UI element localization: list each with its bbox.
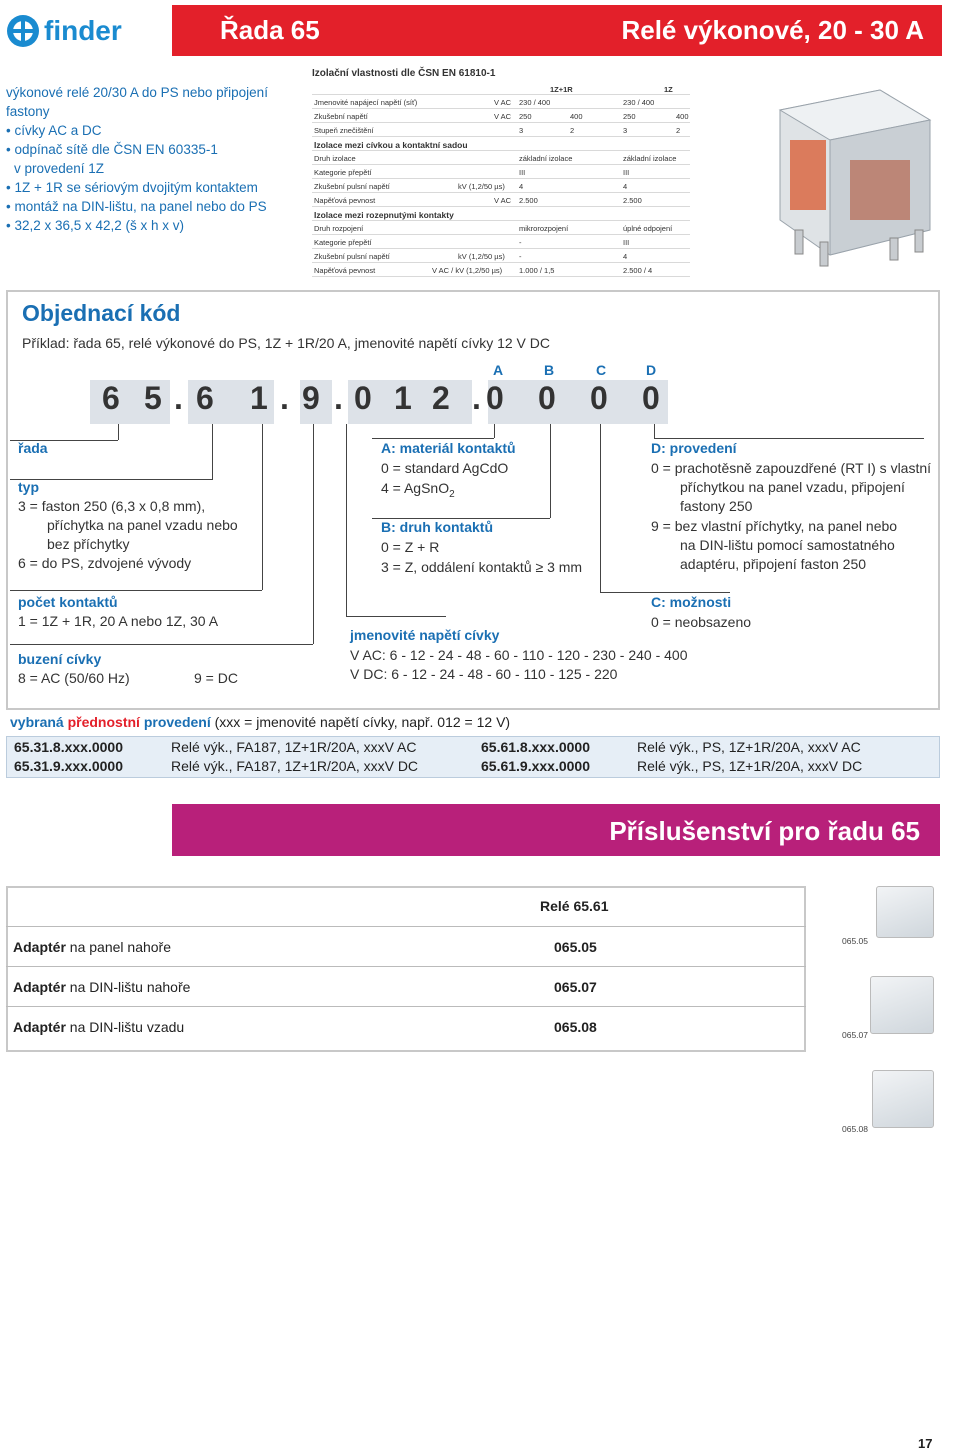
table-section: Izolace mezi cívkou a kontaktní sadou <box>312 137 690 151</box>
b-line: 3 = Z, oddálení kontaktů ≥ 3 mm <box>381 559 583 575</box>
series-title: Řada 65 <box>220 15 320 45</box>
ordering-code <box>90 380 680 424</box>
preferred-desc: Relé výk., PS, 1Z+1R/20A, xxxV DC <box>637 758 863 774</box>
accessory-row: Adaptér na DIN-lištu vzadu 065.08 <box>6 1006 806 1046</box>
connector-line <box>494 424 495 438</box>
insulation-header-row: 1Z+1R 1Z <box>312 82 690 95</box>
accessory-row: Adaptér na panel nahoře 065.05 <box>6 926 806 966</box>
typ-line: 6 = do PS, zdvojené vývody <box>18 555 192 571</box>
feature-item: • cívky AC a DC <box>6 123 102 138</box>
feature-item: • 1Z + 1R se sériovým dvojitým kontaktem <box>6 180 258 195</box>
label-typ: typ <box>18 479 39 495</box>
d-line: adaptéru, připojení faston 250 <box>680 556 867 572</box>
feature-item: • montáž na DIN-lištu, na panel nebo do PS <box>6 199 267 214</box>
image-label: 065.05 <box>842 936 868 946</box>
d-line: 0 = prachotěsně zapouzdřené (RT I) s vlastní <box>651 460 932 476</box>
label-a: A: materiál kontaktů <box>381 440 516 456</box>
code-digit: 1 <box>394 380 412 416</box>
typ-line: příchytka na panel vzadu nebo <box>47 517 238 533</box>
code-digit: 0 <box>538 380 556 416</box>
table-row: Napěťová pevnost V AC / kV (1,2/50 µs) 1.000 / 1,5 2.500 / 4 <box>312 263 690 277</box>
pocet-line: 1 = 1Z + 1R, 20 A nebo 1Z, 30 A <box>18 613 219 629</box>
code-digit: 1 <box>250 380 268 416</box>
preferred-desc: Relé výk., PS, 1Z+1R/20A, xxxV AC <box>637 739 861 755</box>
table-row: Napěťová pevnost V AC 2.500 2.500 <box>312 193 690 207</box>
label-b: B: druh kontaktů <box>381 519 494 535</box>
preferred-box <box>6 736 940 778</box>
label-jmenovite: jmenovité napětí cívky <box>350 627 500 643</box>
code-digit: 6 <box>196 380 214 416</box>
table-row: Stupeň znečištění 3 2 3 2 <box>312 123 690 137</box>
code-separator: . <box>280 380 289 416</box>
code-digit: 0 <box>486 380 504 416</box>
accessory-row: Adaptér na DIN-lištu nahoře 065.07 <box>6 966 806 1006</box>
ordering-code-title: Objednací kód <box>22 300 181 326</box>
header-bar <box>172 5 942 56</box>
preferred-code: 65.61.8.xxx.0000 <box>481 739 590 755</box>
ordering-example: Příklad: řada 65, relé výkonové do PS, 1Z + 1R/20 A, jmenovité napětí cívky 12 V DC <box>22 335 550 351</box>
b-line: 0 = Z + R <box>381 539 440 555</box>
logo-text: finder <box>44 15 122 46</box>
image-label: 065.07 <box>842 1030 868 1040</box>
table-row: Zkušební napětí V AC 250 400 250 400 <box>312 109 690 123</box>
connector-line <box>262 424 263 590</box>
buzeni-dc: 9 = DC <box>194 670 238 686</box>
code-digit: 9 <box>302 380 320 416</box>
connector-line <box>654 438 924 439</box>
connector-line <box>10 590 262 591</box>
feature-list <box>6 83 296 235</box>
connector-line <box>372 438 494 439</box>
typ-line: 3 = faston 250 (6,3 x 0,8 mm), <box>18 498 206 514</box>
table-row: Zkušební pulsní napětí kV (1,2/50 µs) 4 4 <box>312 179 690 193</box>
table-row: Druh rozpojení mikrorozpojení úplné odpojení <box>312 221 690 235</box>
preferred-desc: Relé výk., FA187, 1Z+1R/20A, xxxV AC <box>171 739 417 755</box>
typ-line: bez příchytky <box>47 536 130 552</box>
d-line: na DIN-lištu pomocí samostatného <box>680 537 895 553</box>
connector-line <box>313 424 314 644</box>
connector-line <box>346 424 347 616</box>
d-line: příchytkou na panel vzadu, připojení <box>680 479 905 495</box>
label-buzeni: buzení cívky <box>18 651 102 667</box>
table-row: Kategorie přepětí III III <box>312 165 690 179</box>
preferred-code: 65.61.9.xxx.0000 <box>481 758 590 774</box>
a-line: 0 = standard AgCdO <box>381 460 509 476</box>
table-row: Zkušební pulsní napětí kV (1,2/50 µs) - 4 <box>312 249 690 263</box>
label-c: C: možnosti <box>651 594 732 610</box>
label-d: D: provedení <box>651 440 737 456</box>
code-digit: 0 <box>642 380 660 416</box>
accessories-bar <box>172 804 940 856</box>
d-line: 9 = bez vlastní příchytky, na panel nebo <box>651 518 898 534</box>
preferred-code: 65.31.9.xxx.0000 <box>14 758 123 774</box>
feature-item: • odpínač sítě dle ČSN EN 60335-1 <box>6 142 218 157</box>
connector-line <box>346 616 446 617</box>
code-digit: 0 <box>354 380 372 416</box>
accessories-header: Relé 65.61 <box>540 898 609 914</box>
preferred-code: 65.31.8.xxx.0000 <box>14 739 123 755</box>
adapter-image-065-05 <box>876 886 934 938</box>
code-separator: . <box>174 380 183 416</box>
table-row: Druh izolace základní izolace základní izolace <box>312 151 690 165</box>
code-digit: 2 <box>432 380 450 416</box>
code-letter-c: C <box>596 362 607 378</box>
adapter-image-065-07 <box>870 976 934 1034</box>
insulation-table <box>312 66 690 277</box>
feature-item: • 32,2 x 36,5 x 42,2 (š x h x v) <box>6 218 185 233</box>
code-letter-d: D <box>646 362 657 378</box>
code-digit: 0 <box>590 380 608 416</box>
finder-logo <box>6 12 166 50</box>
accessories-title: Příslušenství pro řadu 65 <box>609 816 920 846</box>
code-separator: . <box>334 380 343 416</box>
connector-line <box>654 424 655 438</box>
adapter-image-065-08 <box>872 1070 934 1128</box>
code-letter-a: A <box>493 362 504 378</box>
connector-line <box>600 424 601 592</box>
code-digit: 5 <box>144 380 162 416</box>
c-line: 0 = neobsazeno <box>651 614 752 630</box>
connector-line <box>550 424 551 518</box>
product-title: Relé výkonové, 20 - 30 A <box>621 15 924 45</box>
finder-logo-icon <box>6 14 40 48</box>
feature-item: výkonové relé 20/30 A do PS nebo připojení <box>6 85 268 100</box>
d-line: fastony 250 <box>680 498 753 514</box>
connector-line <box>118 424 119 440</box>
relay-photo <box>760 70 940 270</box>
image-label: 065.08 <box>842 1124 868 1134</box>
connector-line <box>600 592 730 593</box>
connector-line <box>212 424 213 480</box>
jmen-dc: V DC: 6 - 12 - 24 - 48 - 60 - 110 - 125 - 220 <box>350 666 618 682</box>
feature-item: fastony <box>6 104 50 119</box>
connector-line <box>10 644 313 645</box>
insulation-title: Izolační vlastnosti dle ČSN EN 61810-1 <box>312 68 496 79</box>
connector-line <box>10 479 212 480</box>
table-row: Jmenovité napájecí napětí (síť) V AC 230 / 400 230 / 400 <box>312 95 690 109</box>
table-row: Kategorie přepětí - III <box>312 235 690 249</box>
feature-item: v provedení 1Z <box>14 161 105 176</box>
code-letter-b: B <box>544 362 555 378</box>
label-rada: řada <box>18 440 48 456</box>
a-line: 4 = AgSnO$_2$ <box>381 480 455 500</box>
preferred-desc: Relé výk., FA187, 1Z+1R/20A, xxxV DC <box>171 758 419 774</box>
label-pocet: počet kontaktů <box>18 594 118 610</box>
buzeni-ac: 8 = AC (50/60 Hz) <box>18 670 130 686</box>
code-separator: . <box>472 380 481 416</box>
preferred-title: vybraná přednostní provedení (xxx = jmenovité napětí cívky, např. 012 = 12 V) <box>10 714 511 730</box>
jmen-ac: V AC: 6 - 12 - 24 - 48 - 60 - 110 - 120 - 230 - 240 - 400 <box>350 647 688 663</box>
table-section: Izolace mezi rozepnutými kontakty <box>312 207 690 221</box>
code-digit: 6 <box>102 380 120 416</box>
page-number: 17 <box>918 1436 933 1451</box>
